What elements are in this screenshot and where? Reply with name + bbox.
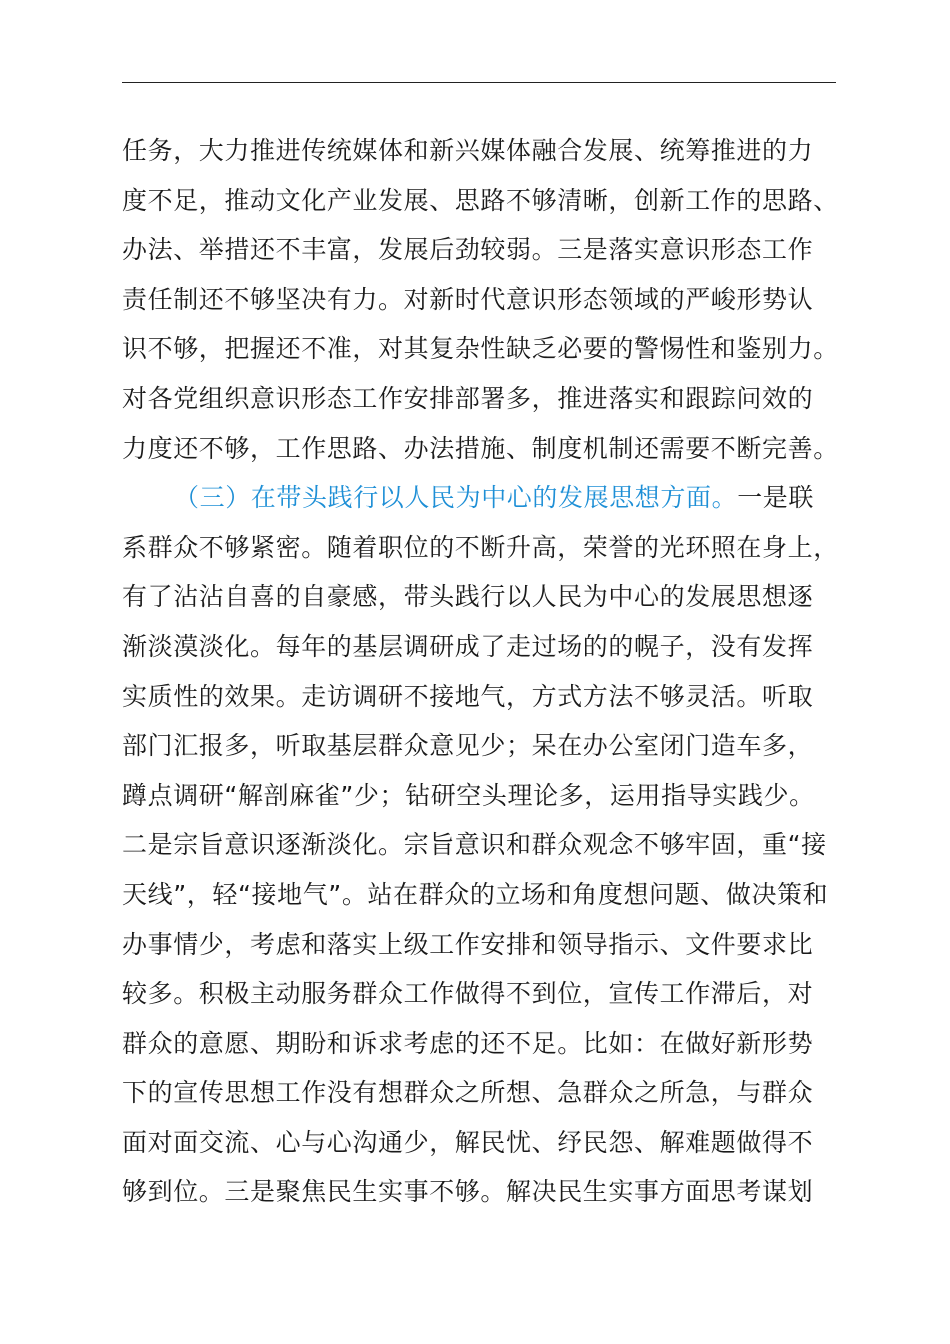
text-line: 实质性的效果。走访调研不接地气，方式方法不够灵活。听取 [122, 681, 814, 711]
text-line: 任务，大力推进传统媒体和新兴媒体融合发展、统筹推进的力 [122, 136, 814, 165]
section-3-first-line [122, 473, 840, 523]
text-line: 责任制还不够坚决有力。对新时代意识形态领域的严峻形势认 [122, 284, 814, 314]
header-rule [122, 82, 836, 83]
text-line: 蹲点调研“解剖麻雀”少；钻研空头理论多，运用指导实践少。 [122, 780, 815, 810]
text-line: 系群众不够紧密。随着职位的不断升高，荣誉的光环照在身上， [122, 532, 839, 562]
text-line: 渐淡漠淡化。每年的基层调研成了走过场的的幌子，没有发挥 [122, 631, 814, 661]
text-line: 有了沾沾自喜的自豪感，带头践行以人民为中心的发展思想逐 [122, 582, 814, 612]
text-line: 度不足，推动文化产业发展、思路不够清晰，创新工作的思路、 [122, 185, 839, 215]
text-line: 对各党组织意识形态工作安排部署多，推进落实和跟踪问效的 [122, 383, 814, 413]
text-line: 够到位。三是聚焦民生实事不够。解决民生实事方面思考谋划 [122, 1177, 814, 1207]
text-line: 二是宗旨意识逐渐淡化。宗旨意识和群众观念不够牢固，重“接 [122, 830, 827, 860]
document-body [122, 126, 840, 1217]
section-3-heading: （三）在带头践行以人民为中心的发展思想方面。 [174, 483, 738, 513]
text-line: 面对面交流、心与心沟通少，解民忧、纾民怨、解难题做得不 [122, 1127, 814, 1157]
text-line: 办法、举措还不丰富，发展后劲较弱。三是落实意识形态工作 [122, 235, 814, 265]
text-line: 天线”，轻“接地气”。站在群众的立场和角度想问题、做决策和 [122, 879, 829, 909]
section-3-first-line-text: 一是联 [737, 483, 815, 513]
text-line: 识不够，把握还不准，对其复杂性缺乏必要的警惕性和鉴别力。 [122, 334, 839, 364]
text-line: 下的宣传思想工作没有想群众之所想、急群众之所急，与群众 [122, 1078, 814, 1108]
text-line: 较多。积极主动服务群众工作做得不到位，宣传工作滞后，对 [122, 979, 814, 1009]
text-line: 群众的意愿、期盼和诉求考虑的还不足。比如：在做好新形势 [122, 1028, 814, 1058]
text-line: 部门汇报多，听取基层群众意见少；呆在办公室闭门造车多， [122, 731, 814, 761]
text-line: 办事情少，考虑和落实上级工作安排和领导指示、文件要求比 [122, 929, 814, 959]
text-line: 力度还不够，工作思路、办法措施、制度机制还需要不断完善。 [122, 433, 839, 463]
